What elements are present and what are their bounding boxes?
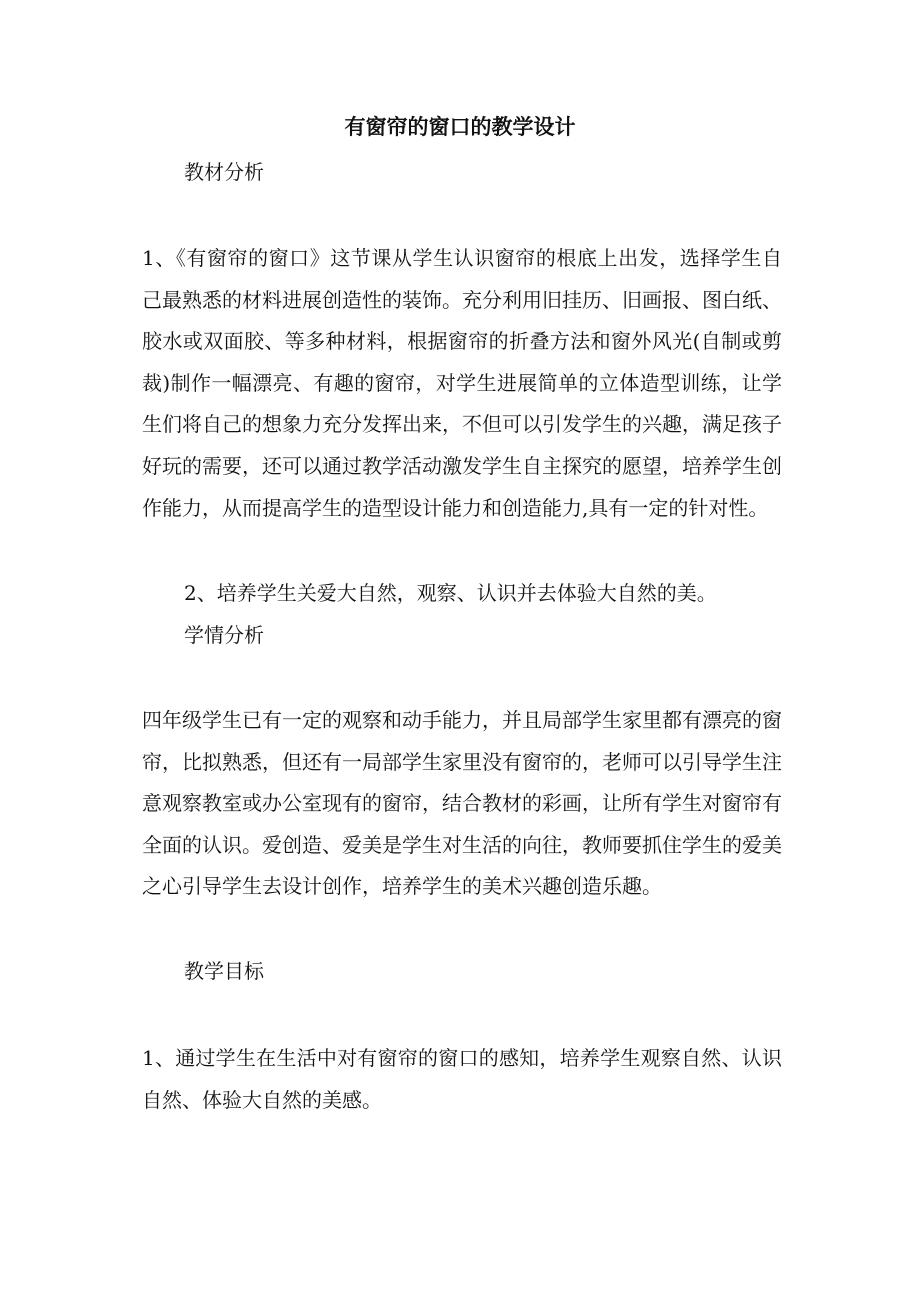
paragraph-teaching-goals-1: 1、通过学生在生活中对有窗帘的窗口的感知，培养学生观察自然、认识自然、体验大自然的美感。	[142, 1046, 782, 1112]
section-heading-teaching-goals: 教学目标	[184, 959, 264, 983]
paragraph-student-analysis: 四年级学生已有一定的观察和动手能力，并且局部学生家里都有漂亮的窗帘，比拟熟悉，但还有一局部学生家里没有窗帘的，老师可以引导学生注意观察教室或办公室现有的窗帘，结合教材的彩画，让所有学生对窗帘有全面的认识。爱创造、爱美是学生对生活的向往，教师要抓住学生的爱美之心引导学生去设计创作，培养学生的美术兴趣创造乐趣。	[142, 708, 782, 899]
paragraph-textbook-analysis-1: 1、《有窗帘的窗口》这节课从学生认识窗帘的根底上出发，选择学生自己最熟悉的材料进展创造性的装饰。充分利用旧挂历、旧画报、图白纸、胶水或双面胶、等多种材料，根据窗帘的折叠方法和窗外风光(自制或剪裁)制作一幅漂亮、有趣的窗帘，对学生进展简单的立体造型训练，让学生们将自己的想象力充分发挥出来，不但可以引发学生的兴趣，满足孩子好玩的需要，还可以通过教学活动激发学生自主探究的愿望，培养学生创作能力，从而提高学生的造型设计能力和创造能力,具有一定的针对性。	[142, 246, 782, 520]
section-heading-textbook-analysis: 教材分析	[184, 160, 264, 184]
section-heading-student-analysis: 学情分析	[184, 623, 264, 647]
document-title: 有窗帘的窗口的教学设计	[344, 114, 576, 139]
paragraph-textbook-analysis-2: 2、培养学生关爱大自然，观察、认识并去体验大自然的美。	[184, 581, 717, 605]
